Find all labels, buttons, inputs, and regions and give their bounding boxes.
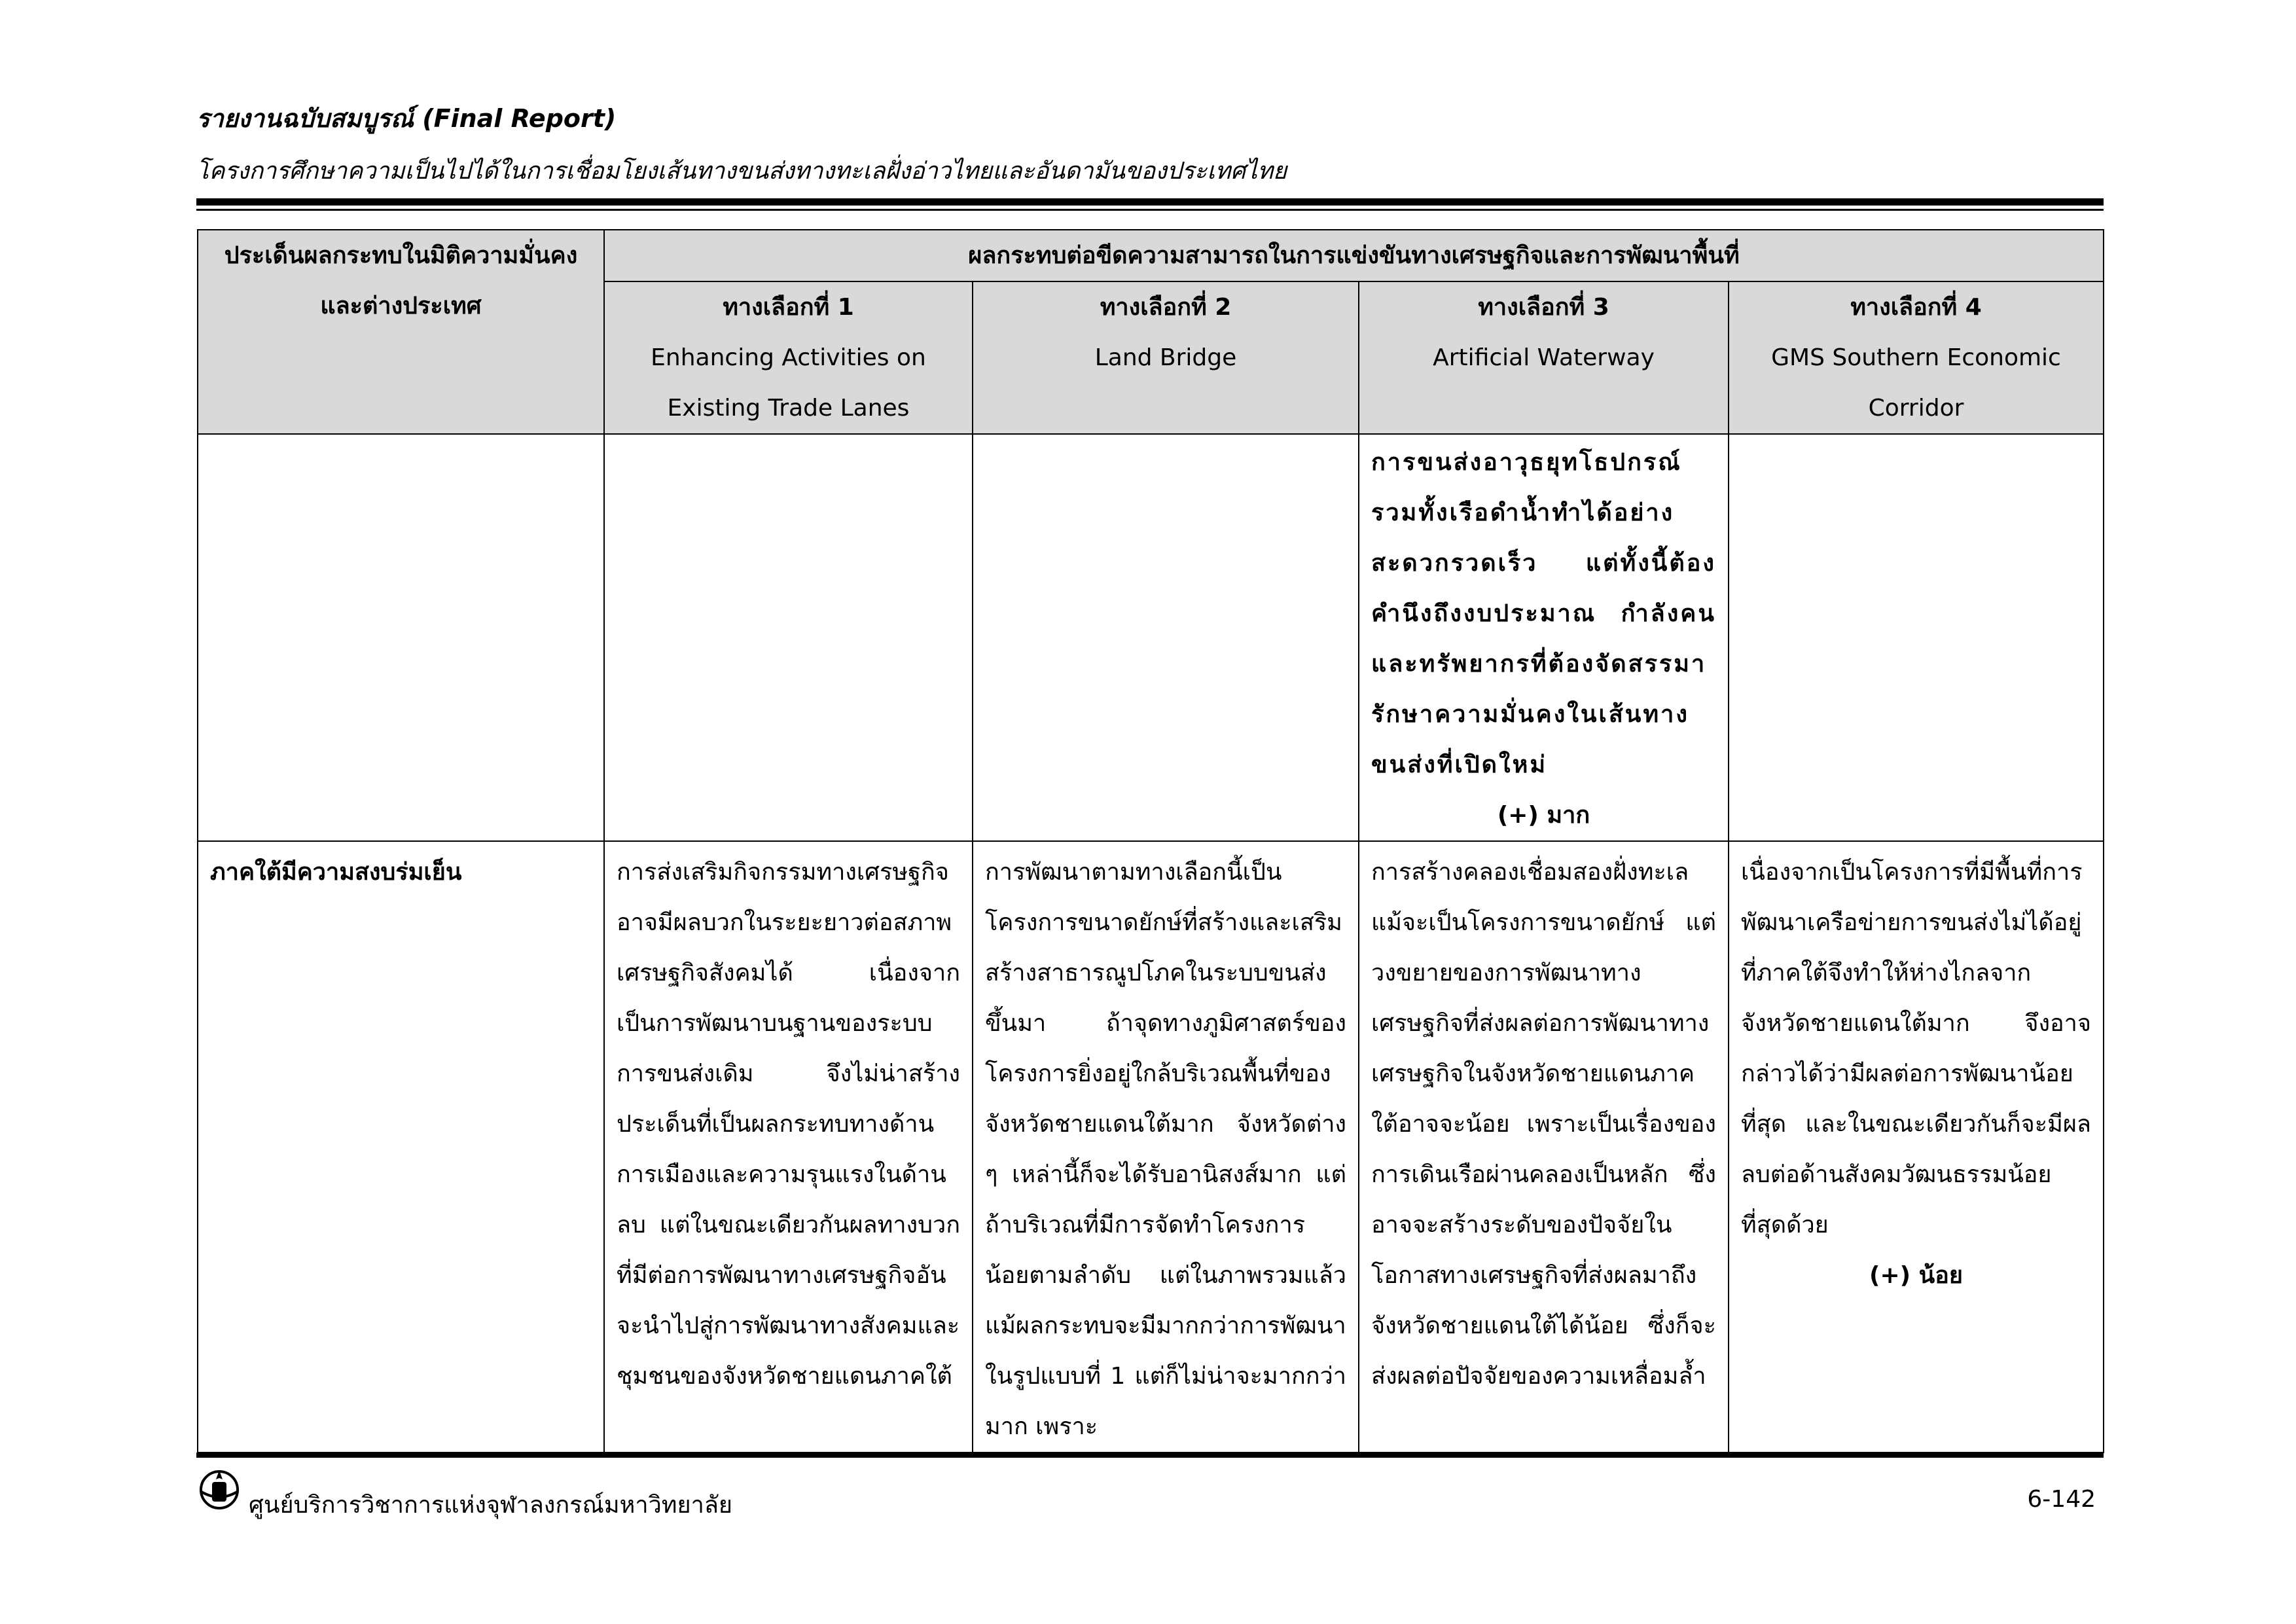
row1-option1-cell <box>604 434 973 841</box>
chula-emblem-icon <box>196 1465 242 1511</box>
row2-option1-cell <box>604 841 973 1453</box>
footer-organization: ศูนย์บริการวิชาการแห่งจุฬาลงกรณ์มหาวิทยาลัย <box>249 1492 732 1519</box>
group-header: ผลกระทบต่อขีดความสามารถในการแข่งขันทางเศรษฐกิจและการพัฒนาพื้นที่ <box>604 230 2104 281</box>
impact-table <box>197 229 2104 1453</box>
row2-option4-cell <box>1729 841 2104 1453</box>
row2-option2-text: การพัฒนาตามทางเลือกนี้เป็นโครงการขนาดยักษ์ที่สร้างและเสริมสร้างสาธารณูปโภคในระบบขนส่งขึ้นมา ถ้าจุดทางภูมิศาสตร์ของโครงการยิ่งอยู่ใกล้บริเวณพื้นที่ของจังหวัดชายแดนใต้มาก จังหวัดต่าง ๆ เหล่านี้ก็จะได้รับอานิสงส์มาก แต่ถ้าบริเวณที่มีการจัดทำโครงการน้อยตามลำดับ แต่ในภาพรวมแล้ว แม้ผลกระทบจะมีมากกว่าการพัฒนาในรูปแบบที่ 1 แต่ก็ไม่น่าจะมากกว่ามาก เพราะ <box>985 859 1346 1440</box>
table-header-row <box>198 230 2104 281</box>
option-2-header: ทางเลือกที่ 2 Land Bridge <box>973 281 1359 434</box>
header-rule-thick <box>196 198 2104 206</box>
row1-option4-cell <box>1729 434 2104 841</box>
row2-option2-cell <box>973 841 1359 1453</box>
row2-option3-text: การสร้างคลองเชื่อมสองฝั่งทะเล แม้จะเป็นโครงการขนาดยักษ์ แต่วงขยายของการพัฒนาทางเศรษฐกิจที่ส่งผลต่อการพัฒนาทางเศรษฐกิจในจังหวัดชายแดนภาคใต้อาจจะน้อย เพราะเป็นเรื่องของการเดินเรือผ่านคลองเป็นหลัก ซึ่งอาจจะสร้างระดับของปัจจัยในโอกาสทางเศรษฐกิจที่ส่งผลมาถึงจังหวัดชายแดนใต้ได้น้อย ซึ่งก็จะส่งผลต่อปัจจัยของความเหลื่อมล้ำ <box>1371 859 1716 1390</box>
project-title: โครงการศึกษาความเป็นไปได้ในการเชื่อมโยงเส้นทางขนส่งทางทะเลฝั่งอ่าวไทยและอันดามันของประเทศไทย <box>196 158 1287 185</box>
row1-issue-cell <box>198 434 604 841</box>
row2-option3-cell <box>1359 841 1729 1453</box>
header-rule-thin <box>196 209 2104 211</box>
row2-issue-text: ภาคใต้มีความสงบร่มเย็น <box>210 859 462 886</box>
table-row <box>198 841 2104 1453</box>
option-3-header: ทางเลือกที่ 3 Artificial Waterway <box>1359 281 1729 434</box>
row2-option4-text: เนื่องจากเป็นโครงการที่มีพื้นที่การพัฒนาเครือข่ายการขนส่งไม่ได้อยู่ที่ภาคใต้จึงทำให้ห่างไกลจากจังหวัดชายแดนใต้มาก จึงอาจกล่าวได้ว่ามีผลต่อการพัฒนาน้อยที่สุด และในขณะเดียวกันก็จะมีผลลบต่อด้านสังคมวัฒนธรรมน้อยที่สุดด้วย <box>1741 859 2091 1238</box>
report-title: รายงานฉบับสมบูรณ์ (Final Report) <box>196 104 617 133</box>
page-number: 6-142 <box>2027 1486 2096 1513</box>
row2-option1-text: การส่งเสริมกิจกรรมทางเศรษฐกิจอาจมีผลบวกในระยะยาวต่อสภาพเศรษฐกิจสังคมได้ เนื่องจากเป็นการพัฒนาบนฐานของระบบการขนส่งเดิม จึงไม่น่าสร้างประเด็นที่เป็นผลกระทบทางด้านการเมืองและความรุนแรงในด้านลบ แต่ในขณะเดียวกันผลทางบวกที่มีต่อการพัฒนาทางเศรษฐกิจอันจะนำไปสู่การพัฒนาทางสังคมและชุมชนของจังหวัดชายแดนภาคใต้ <box>617 859 960 1390</box>
row1-option3-rating: (+) มาก <box>1497 802 1590 829</box>
row1-option2-cell <box>973 434 1359 841</box>
issue-column-header: ประเด็นผลกระทบในมิติความมั่นคงและต่างประเทศ <box>198 230 604 434</box>
option-1-header: ทางเลือกที่ 1 Enhancing Activities on Existing Trade Lanes <box>604 281 973 434</box>
footer-rule-thick <box>196 1453 2104 1458</box>
option-4-header: ทางเลือกที่ 4 GMS Southern Economic Corridor <box>1729 281 2104 434</box>
row1-option3-cell <box>1359 434 1729 841</box>
row2-option4-rating: (+) น้อย <box>1869 1262 1963 1289</box>
row1-option3-text: การขนส่งอาวุธยุทโธปกรณ์รวมทั้งเรือดำน้ำทำได้อย่างสะดวกรวดเร็ว แต่ทั้งนี้ต้องคำนึงถึงงบประมาณ กำลังคนและทรัพยากรที่ต้องจัดสรรมารักษาความมั่นคงในเส้นทางขนส่งที่เปิดใหม่ <box>1371 449 1716 778</box>
table-row <box>198 434 2104 841</box>
row2-issue-cell <box>198 841 604 1453</box>
